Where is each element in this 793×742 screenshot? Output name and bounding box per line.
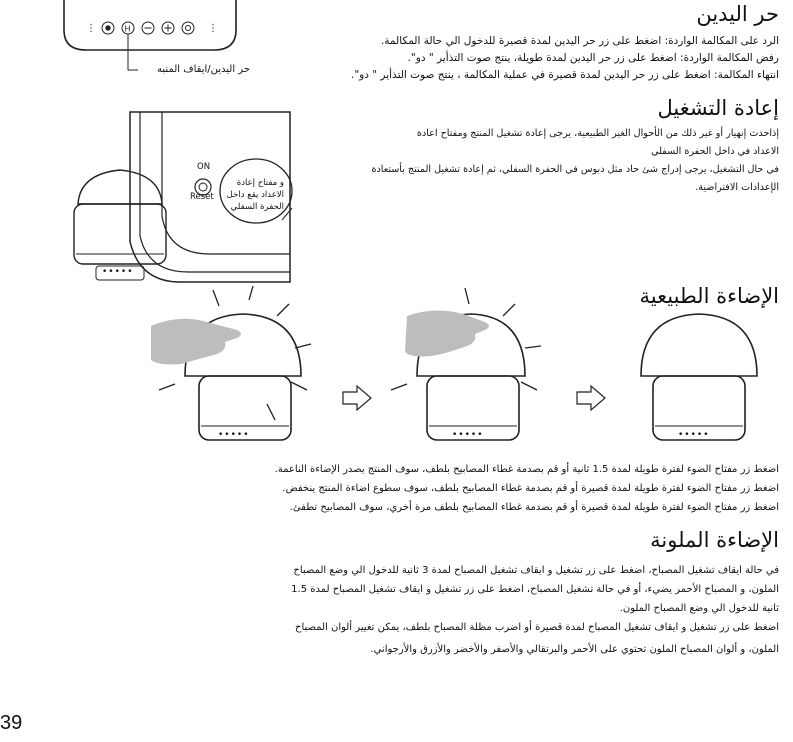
handsfree-line-2: رفض المكالمة الواردة: اضغط على زر حر اليدين لمدة طويلة، ينتج صوت التذأير " دو". <box>407 52 779 64</box>
lamp-1 <box>151 286 311 440</box>
lamp-3 <box>641 314 757 440</box>
reset-callout-2: الاعداد يقع داخل <box>226 190 284 200</box>
device-button-icons <box>86 22 218 34</box>
arrow-1 <box>343 386 371 410</box>
handsfree-button-label: حر اليدين/ايقاف المنبه <box>157 64 250 75</box>
lamp-1-dots: ••••• <box>218 430 250 440</box>
lamp-3-dots: ••••• <box>678 430 710 440</box>
reset-line-1: إذاحدث إنهيار أو غير ذلك من الأحوال الغير الطبيعية، يرجى إعادة تشغيل المنتج ومفتاح اعادة <box>416 128 779 139</box>
reset-device-dots: ••••• <box>102 267 134 277</box>
page-number: 39 <box>0 712 23 734</box>
reset-line-4: الإعدادات الافتراضية. <box>695 182 779 193</box>
reset-on-label: ON <box>197 162 211 172</box>
reset-line-3: في حال التشغيل، يرجى إدراج شئ حاد مثل دبوس في الحفرة السفلي، ثم إعادة تشغيل المنتج بأستعادة <box>371 164 779 175</box>
color-light-title: الإضاءة الملونة <box>650 528 779 552</box>
svg-text:⋮: ⋮ <box>86 23 96 34</box>
reset-button-label: Reset <box>190 192 214 202</box>
natural-light-line-3: اضغط زر مفتاح الضوء لفترة طويلة لمدة قصيرة أو قم بصدمة غطاء المصابيح بلطف مرة أخري، سوف المصابيح تطفئ. <box>289 502 779 513</box>
lamp-2-dots: ••••• <box>452 430 484 440</box>
arrow-2 <box>577 386 605 410</box>
reset-callout-1: و مفتاح إعادة <box>236 178 284 188</box>
reset-title: إعادة التشغيل <box>657 96 779 120</box>
handsfree-line-3: انتهاء المكالمة: اضغط على زر حر اليدين لمدة قصيرة في عملية المكالمة ، ينتج صوت التذأير " دو". <box>351 69 779 81</box>
reset-callout-3: الحفرة السفلي <box>230 202 284 212</box>
lamp-2 <box>391 288 541 440</box>
svg-text:H: H <box>124 24 131 34</box>
handsfree-line-1: الرد على المكالمة الواردة: اضغط على زر حر اليدين لمدة قصيرة للدخول الي حالة المكالمة. <box>380 35 779 47</box>
handsfree-title: حر اليدين <box>696 2 779 26</box>
reset-line-2: الاعداد في داخل الحفرة السفلي <box>651 146 779 157</box>
color-light-line-2: الملون، و المصباح الأحمر يضيء، أو في حالة تشغيل المصباح، اضغط على زر تشغيل و ايقاف تشغيل المصباح لمدة 1.5 <box>291 584 779 595</box>
svg-text:⋮: ⋮ <box>208 23 218 34</box>
color-light-line-4: اضغط على زر تشغيل و ايقاف تشغيل المصباح لمدة قصيرة أو اضرب مظلة المصباح بلطف، يمكن تغيير ألوان المصباح <box>295 622 779 633</box>
color-light-line-5: الملون، و ألوان المصباح الملون تحتوي على الأحمر والبرتقالي والأصفر والأخضر والأزرق والأرجواني. <box>370 644 779 655</box>
natural-light-line-2: اضغط زر مفتاح الضوء لفترة طويلة لمدة قصيرة أو قم بصدمة غطاء المصابيح بلطف، سوف سطوع اضاءة المنتج ينخفض. <box>282 483 779 494</box>
natural-light-line-1: اضغط زر مفتاح الضوء لفترة طويلة لمدة 1.5 ثانية أو قم بصدمة غطاء المصابيح بلطف، سوف المنتج يصدر الإضاءة الناعمة. <box>274 464 779 475</box>
color-light-line-3: ثانية للدخول الي وضع المصباح الملون. <box>619 603 779 614</box>
natural-light-title: الإضاءة الطبيعية <box>639 284 779 308</box>
color-light-line-1: في حالة ايقاف تشغيل المصباح، اضغط على زر تشغيل و ايقاف تشغيل المصباح لمدة 3 ثانية للدخول الي وضع المصباح <box>293 565 779 576</box>
